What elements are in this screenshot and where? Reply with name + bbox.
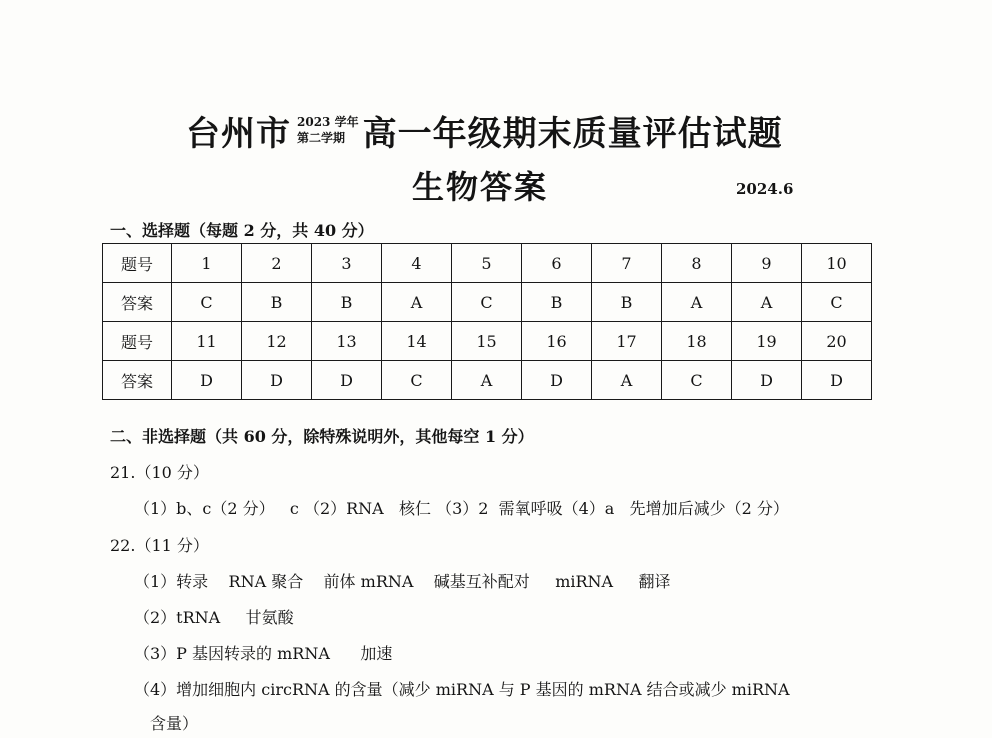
q21-heading: 21.（10 分）: [110, 463, 209, 482]
answer-cell: A: [732, 283, 802, 322]
answer-cell: D: [802, 361, 872, 400]
q22-part2: （2）tRNA 甘氨酸: [134, 608, 294, 627]
question-number-cell: 3: [312, 244, 382, 283]
q22-heading: 22.（11 分）: [110, 536, 209, 555]
answer-table: [102, 243, 872, 400]
q22-part4: （4）增加细胞内 circRNA 的含量（减少 miRNA 与 P 基因的 mRNA 结合或减少 miRNA: [134, 680, 790, 699]
answer-cell: C: [452, 283, 522, 322]
title-term: 第二学期: [297, 131, 346, 145]
question-number-cell: 8: [662, 244, 732, 283]
answer-cell: A: [382, 283, 452, 322]
row-label-answer: 答案: [103, 283, 172, 322]
answer-row: [103, 361, 872, 400]
title-line-1: [186, 100, 783, 160]
answer-cell: B: [312, 283, 382, 322]
answer-cell: D: [312, 361, 382, 400]
section1-heading: 一、选择题（每题 2 分，共 40 分）: [110, 221, 374, 240]
answer-cell: C: [172, 283, 242, 322]
answer-cell: D: [732, 361, 802, 400]
question-number-cell: 15: [452, 322, 522, 361]
answer-cell: B: [242, 283, 312, 322]
answer-cell: C: [662, 361, 732, 400]
question-number-cell: 6: [522, 244, 592, 283]
row-label-question: 题号: [103, 322, 172, 361]
q22-part4-cont: 含量）: [150, 714, 199, 733]
answer-cell: A: [662, 283, 732, 322]
title-date: 2024.6: [736, 180, 794, 198]
answer-row: [103, 283, 872, 322]
question-number-cell: 13: [312, 322, 382, 361]
answer-cell: C: [382, 361, 452, 400]
question-number-cell: 10: [802, 244, 872, 283]
title-subject: 生物答案: [412, 168, 549, 206]
row-label-question: 题号: [103, 244, 172, 283]
question-number-cell: 17: [592, 322, 662, 361]
question-number-cell: 11: [172, 322, 242, 361]
q22-part3: （3）P 基因转录的 mRNA 加速: [134, 644, 393, 663]
question-number-row: [103, 244, 872, 283]
answer-cell: D: [242, 361, 312, 400]
title-year: 2023 学年: [297, 115, 359, 129]
title-main: 高一年级期末质量评估试题: [362, 113, 783, 154]
row-label-answer: 答案: [103, 361, 172, 400]
q22-part1: （1）转录 RNA 聚合 前体 mRNA 碱基互补配对 miRNA 翻译: [134, 572, 671, 591]
question-number-cell: 16: [522, 322, 592, 361]
answer-cell: B: [592, 283, 662, 322]
question-number-row: [103, 322, 872, 361]
question-number-cell: 9: [732, 244, 802, 283]
title-term-stack: [297, 114, 359, 146]
question-number-cell: 20: [802, 322, 872, 361]
question-number-cell: 4: [382, 244, 452, 283]
question-number-cell: 5: [452, 244, 522, 283]
question-number-cell: 19: [732, 322, 802, 361]
answer-cell: A: [592, 361, 662, 400]
question-number-cell: 1: [172, 244, 242, 283]
answer-cell: D: [172, 361, 242, 400]
title-city: 台州市: [186, 113, 291, 154]
answer-cell: C: [802, 283, 872, 322]
question-number-cell: 7: [592, 244, 662, 283]
q21-answer: （1）b、c（2 分） c （2）RNA 核仁 （3）2 需氧呼吸（4）a 先增加后减少（2 分）: [134, 499, 789, 518]
question-number-cell: 2: [242, 244, 312, 283]
answer-cell: A: [452, 361, 522, 400]
question-number-cell: 18: [662, 322, 732, 361]
question-number-cell: 12: [242, 322, 312, 361]
section2-heading: 二、非选择题（共 60 分，除特殊说明外，其他每空 1 分）: [110, 427, 534, 446]
answer-cell: D: [522, 361, 592, 400]
question-number-cell: 14: [382, 322, 452, 361]
answer-cell: B: [522, 283, 592, 322]
